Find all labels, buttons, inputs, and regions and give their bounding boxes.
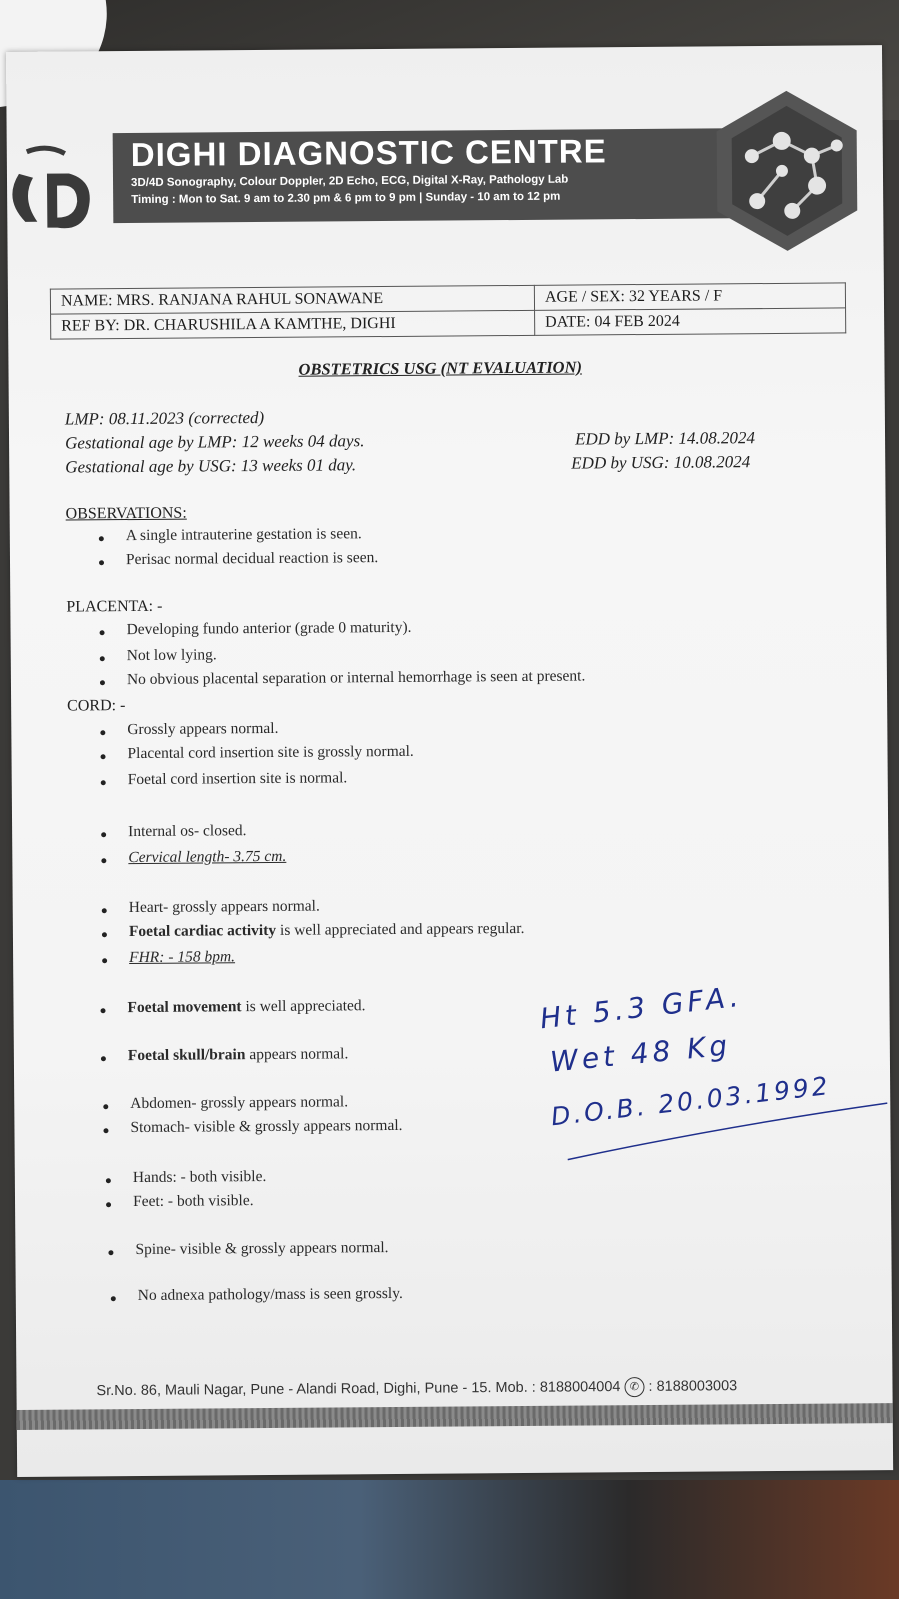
handwritten-weight: Wet 48 Kg [548, 1028, 733, 1079]
patient-age-sex: AGE / SEX: 32 YEARS / F [534, 283, 845, 310]
handwritten-dob: D.O.B. 20.03.1992 [549, 1070, 833, 1132]
patient-name: NAME: MRS. RANJANA RAHUL SONAWANE [50, 285, 534, 314]
table-row [51, 308, 846, 339]
heart-item: Heart- grossly appears normal. [128, 897, 320, 917]
hands-item: Hands: - both visible. [132, 1167, 267, 1187]
list-item: Placental cord insertion site is grossly normal. [127, 742, 414, 763]
background-bottom [0, 1480, 899, 1599]
centre-logo-icon [7, 143, 103, 234]
cardiac-bold: Foetal cardiac activity [128, 921, 277, 941]
handwritten-underline [562, 1095, 893, 1168]
movement-bold: Foetal movement [127, 998, 242, 1017]
list-item: Developing fundo anterior (grade 0 maturity). [126, 618, 412, 639]
cord-heading: CORD: - [67, 697, 126, 715]
fhr-item: FHR: - 158 bpm. [129, 948, 236, 967]
cardiac-rest: is well appreciated and appears regular. [276, 919, 525, 939]
footer-address [96, 1376, 737, 1401]
molecule-graphic-icon [711, 85, 862, 256]
address-text: Sr.No. 86, Mauli Nagar, Pune - Alandi Road, Dighi, Pune - 15. Mob. : 8188004004 [96, 1379, 621, 1400]
ga-lmp-line: Gestational age by LMP: 12 weeks 04 days. [64, 431, 365, 453]
list-item: Grossly appears normal. [127, 719, 279, 739]
list-item: Not low lying. [126, 646, 217, 665]
report-date: DATE: 04 FEB 2024 [535, 308, 846, 335]
header-banner [113, 128, 734, 223]
observations-heading: OBSERVATIONS: [65, 504, 187, 523]
cervical-length-item: Cervical length- 3.75 cm. [128, 847, 287, 867]
movement-rest: is well appreciated. [241, 997, 366, 1016]
feet-item: Feet: - both visible. [132, 1192, 254, 1211]
centre-name: DIGHI DIAGNOSTIC CENTRE [130, 132, 607, 174]
report-paper [6, 45, 893, 1477]
report-title: OBSTETRICS USG (NT EVALUATION) [298, 357, 583, 379]
skull-item [128, 1045, 349, 1065]
skull-rest: appears normal. [245, 1045, 349, 1064]
edd-usg-line: EDD by USG: 10.08.2024 [571, 452, 751, 473]
adnexa-item: No adnexa pathology/mass is seen grossly. [137, 1284, 403, 1305]
internal-os-item: Internal os- closed. [128, 822, 247, 841]
list-item: Perisac normal decidual reaction is seen. [125, 549, 379, 569]
ga-usg-line: Gestational age by USG: 13 weeks 01 day. [65, 455, 357, 477]
services-line: 3D/4D Sonography, Colour Doppler, 2D Echo, ECG, Digital X-Ray, Pathology Lab [130, 173, 569, 190]
skull-bold: Foetal skull/brain [127, 1046, 246, 1065]
list-item: No obvious placental separation or internal hemorrhage is seen at present. [126, 667, 586, 689]
cardiac-activity-item [129, 920, 525, 941]
placenta-heading: PLACENTA: - [66, 597, 163, 616]
edd-lmp-line: EDD by LMP: 14.08.2024 [574, 428, 756, 449]
spine-item: Spine- visible & grossly appears normal. [135, 1239, 389, 1259]
referred-by: REF BY: DR. CHARUSHILA A KAMTHE, DIGHI [51, 310, 535, 339]
timing-line: Timing : Mon to Sat. 9 am to 2.30 pm & 6 pm to 9 pm | Sunday - 10 am to 12 pm [131, 190, 561, 207]
handwritten-height: Ht 5.3 GFA. [538, 979, 744, 1036]
footer-band [17, 1403, 893, 1430]
whatsapp-icon: ✆ [624, 1377, 644, 1397]
lmp-line: LMP: 08.11.2023 (corrected) [64, 407, 265, 429]
movement-item [127, 997, 365, 1017]
list-item: A single intrauterine gestation is seen. [125, 525, 362, 545]
stomach-item: Stomach- visible & grossly appears normal. [130, 1116, 403, 1137]
patient-info-table [50, 282, 846, 339]
whatsapp-number: : 8188003003 [648, 1378, 738, 1395]
abdomen-item: Abdomen- grossly appears normal. [130, 1093, 349, 1113]
list-item: Foetal cord insertion site is normal. [127, 769, 348, 789]
